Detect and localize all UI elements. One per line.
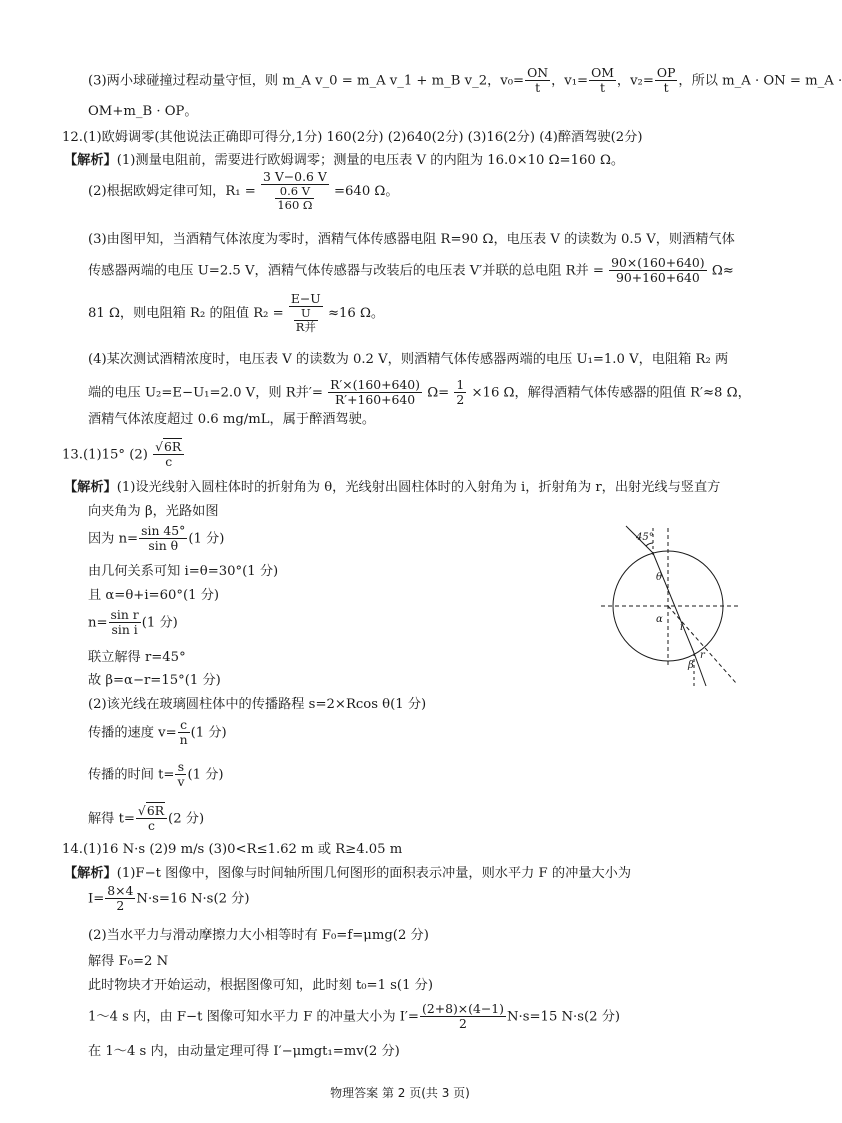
p13-l5: 且 α=θ+i=60°(1 分) (88, 588, 220, 603)
p13-l10: 传播的速度 v= $\frac{c}{n}$ (1 分) (88, 717, 227, 748)
p13-l11: 传播的时间 t= $\frac{s}{v}$ (1 分) (88, 759, 224, 790)
p14-l4: 解得 F₀=2 N (88, 954, 169, 969)
label-i: i (680, 622, 684, 633)
frac-rbing: $\frac{90\times(160+640)}{90+160+640}$ (611, 255, 705, 286)
light-path-diagram (596, 518, 746, 688)
normal-exit (668, 606, 736, 683)
p12-a4-l3: 酒精气体浓度超过 0.6 mg/mL，属于醉酒驾驶。 (88, 412, 376, 427)
p12-a4-l1: (4)某次测试酒精浓度时，电压表 V 的读数为 0.2 V，则酒精气体传感器两端的电压 U₁=1.0 V，电阻箱 R₂ 两 (88, 352, 729, 367)
p11-line2: OM+m_B · OP。 (88, 104, 198, 119)
p12-a3-l1: (3)由图甲知，当酒精气体浓度为零时，酒精气体传感器电阻 R=90 Ω，电压表 V 的读数为 0.5 V，则酒精气体 (88, 232, 735, 247)
frac-r1: $\frac{3 V-0.6 V}{\frac{0.6 V}{160 \Omega}}$ (263, 169, 327, 213)
p13-l1: 【解析】(1)设光线射入圆柱体时的折射角为 θ，光线射出圆柱体时的入射角为 i，折射角为 r，出射光线与竖直方 (64, 480, 721, 495)
label-theta: θ (656, 572, 663, 583)
label-beta: β (688, 660, 694, 671)
p12-a2: (2)根据欧姆定律可知，R₁ = $\frac{3 V-0.6 V}{\frac{0.6 V}{160 \Omega}}$ =640 Ω。 (88, 169, 399, 213)
frac-rbing-prime: $\frac{R'\times(160+640)}{R'+160+640}$ (330, 377, 421, 408)
page-footer: 物理答案 第 2 页(共 3 页) (330, 1086, 470, 1100)
frac-r2: E−U U R并 (290, 291, 321, 335)
p12-answers: 12.(1)欧姆调零(其他说法正确即可得分,1分) 160(2分) (2)640(2分) (3)16(2分) (4)醉酒驾驶(2分) (62, 130, 643, 145)
p13-answers: 13.(1)15° (2) $\frac{√6R}{c}$ (62, 440, 185, 470)
frac-om-t: $\frac{OM}{t}$ (591, 65, 614, 96)
label-r: r (700, 650, 705, 661)
p14-l6: 1～4 s 内，由 F−t 图像可知水平力 F 的冲量大小为 I′= $\frac{(2+8)\times(4-1)}{2}$ N·s=15 N·s(2 分) (88, 1001, 621, 1032)
p13-l2: 向夹角为 β，光路如图 (88, 504, 219, 519)
p12-a1: 【解析】(1)测量电阻前，需要进行欧姆调零；测量的电压表 V 的内阻为 16.0×10 Ω=160 Ω。 (64, 153, 625, 168)
frac-half: $\frac{1}{2}$ (456, 377, 465, 408)
p11-text-b: ，所以 m_A · ON = m_A · (678, 73, 842, 89)
frac-op-t: $\frac{OP}{t}$ (656, 65, 676, 96)
analysis-tag: 【解析】 (64, 153, 117, 168)
p13-l8: 故 β=α−r=15°(1 分) (88, 673, 221, 688)
frac-on-t: $\frac{ON}{t}$ (527, 65, 549, 96)
p14-answers: 14.(1)16 N·s (2)9 m/s (3)0<R≤1.62 m 或 R≥4.05 m (62, 842, 403, 857)
label-45: 45° (636, 532, 654, 543)
label-alpha: α (656, 614, 663, 625)
analysis-tag: 【解析】 (64, 480, 117, 495)
p13-l7: 联立解得 r=45° (88, 650, 186, 665)
p13-l6: n= $\frac{\text{sin r}}{\text{sin i}}$ (1 分) (88, 607, 178, 638)
p11-eq: m_A v_0 = m_A v_1 + m_B v_2 (282, 73, 488, 89)
p14-l7: 在 1～4 s 内，由动量定理可得 I′−μmgt₁=mv(2 分) (88, 1044, 400, 1059)
p14-l2: I= $\frac{8\times 4}{2}$ N·s=16 N·s(2 分) (88, 883, 250, 914)
analysis-tag: 【解析】 (64, 866, 117, 881)
p13-l3: 因为 n= $\frac{\sin 45^\circ}{\text{sin θ}}$ (1 分) (88, 523, 225, 554)
p13-l4: 由几何关系可知 i=θ=30°(1 分) (88, 564, 279, 579)
p14-l1: 【解析】(1)F−t 图像中，图像与时间轴所围几何图形的面积表示冲量，则水平力 F 的冲量大小为 (64, 866, 632, 881)
p11-line1: (3)两小球碰撞过程动量守恒，则 m_A v_0 = m_A v_1 + m_B v_2，v₀= $\frac{ON}{t}$ ，v₁= $\frac{OM}{t}$ ，v₂= $\frac{OP}{t}$ ，所以 m_A · ON = m_A · (88, 65, 842, 96)
p13-l9: (2)该光线在玻璃圆柱体中的传播路程 s=2×Rcos θ(1 分) (88, 697, 427, 712)
p12-a3-l2: 传感器两端的电压 U=2.5 V，酒精气体传感器与改装后的电压表 V′并联的总电阻 R并 = $\frac{90\times(160+640)}{90+160+640}$ Ω≈ (88, 255, 734, 286)
p12-a3-l3: 81 Ω，则电阻箱 R₂ 的阻值 R₂ = E−U U R并 ≈16 Ω。 (88, 291, 385, 335)
p13-l12: 解得 t= $\frac{√6R}{c}$ (2 分) (88, 803, 205, 834)
refracted-ray (653, 553, 694, 653)
p14-l5: 此时物块才开始运动，根据图像可知，此时刻 t₀=1 s(1 分) (88, 978, 433, 993)
p14-l3: (2)当水平力与滑动摩擦力大小相等时有 F₀=f=μmg(2 分) (88, 928, 429, 943)
p12-a4-l2: 端的电压 U₂=E−U₁=2.0 V，则 R并′= $\frac{R'\times(160+640)}{R'+160+640}$ Ω= $\frac{1}{2}$ ×16 Ω，解得酒精气体传感器的阻值 R′≈8 Ω， (88, 377, 751, 408)
p11-text-a: (3)两小球碰撞过程动量守恒，则 (88, 73, 283, 89)
frac-ans-sqrt6r-c: $\frac{√6R}{c}$ (153, 440, 184, 470)
